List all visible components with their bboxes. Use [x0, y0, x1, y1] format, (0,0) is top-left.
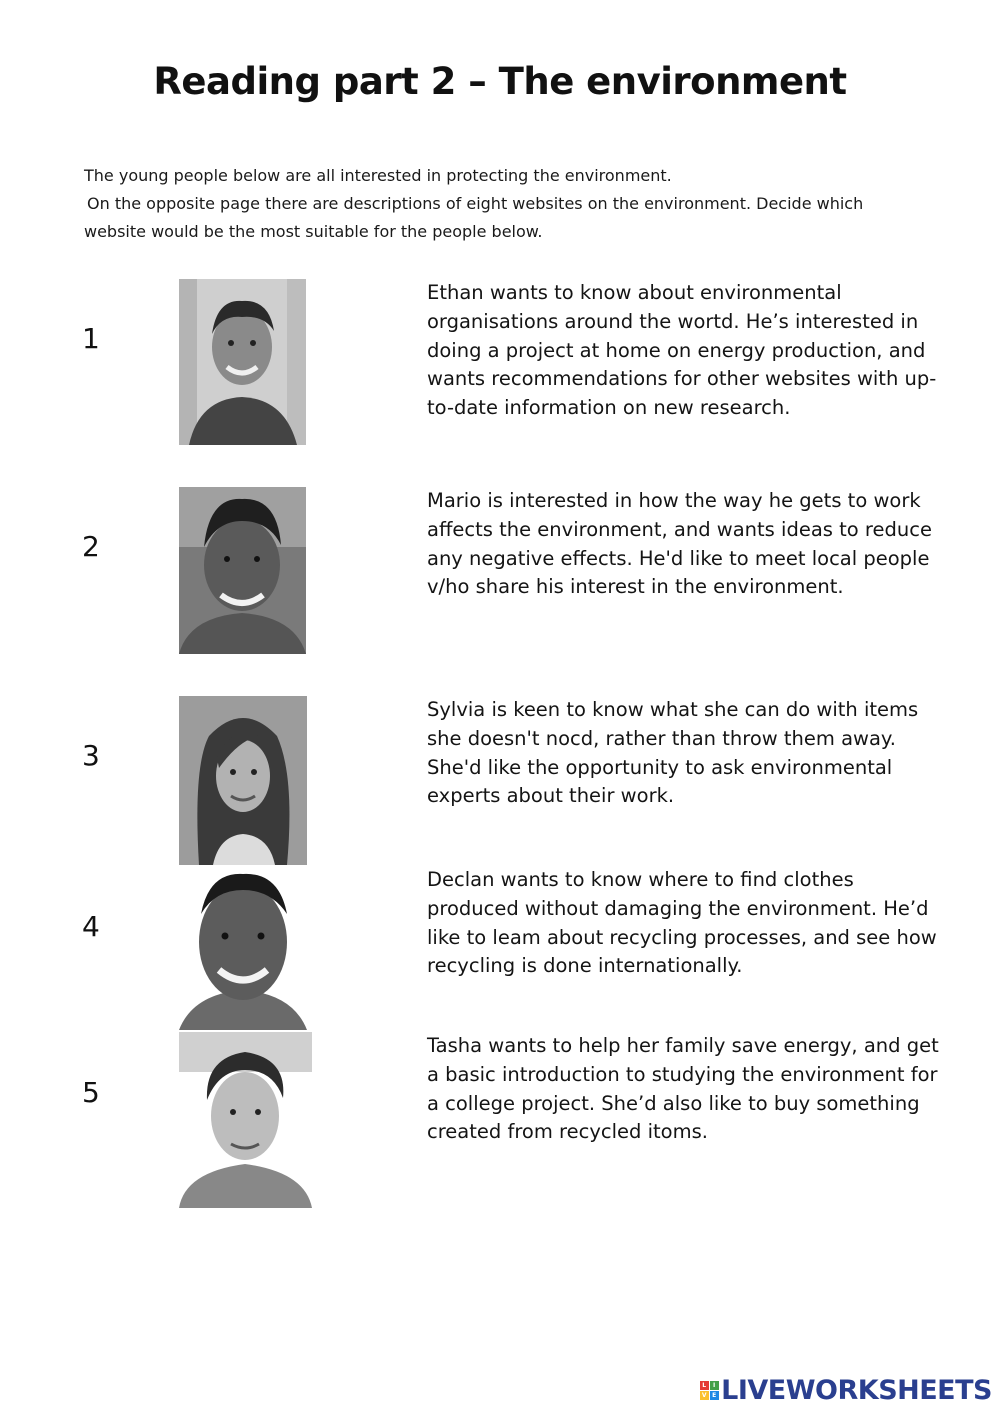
portrait-image — [179, 279, 306, 445]
person-number-5: 5 — [82, 1076, 100, 1109]
person-description-3: Sylvia is keen to know what she can do with items she doesn't nocd, rather than throw them away. She'd like the opportunity to ask environmental experts about their work. — [427, 698, 919, 808]
liveworksheets-logo — [699, 1373, 992, 1407]
portrait-image — [179, 487, 306, 654]
person-number-1: 1 — [82, 322, 100, 355]
person-description-1: Ethan wants to know about environmental organisations around the wortd. He’s interested in doing a project at home on energy production, and wants recommendations for other websites with up-to-date information on new research. — [427, 281, 937, 420]
instructions-line-1: The young people below are all interested in protecting the environment. — [84, 166, 672, 185]
logo-text: LIVEWORKSHEETS — [721, 1374, 992, 1406]
instructions-line-3: website would be the most suitable for the people below. — [84, 222, 543, 241]
instructions-line-2: On the opposite page there are descriptions of eight websites on the environment. Decide which — [87, 194, 864, 213]
portrait-image — [179, 868, 307, 1030]
portrait-image — [179, 696, 307, 865]
logo-mark-icon: L I V E — [699, 1380, 719, 1400]
instructions — [84, 162, 944, 246]
person-description-2: Mario is interested in how the way he gets to work affects the environment, and wants ideas to reduce any negative effects. He'd like to meet local people v/ho share his interest in the environment. — [427, 489, 932, 599]
portrait-image — [179, 1032, 312, 1208]
person-photo-sylvia — [179, 696, 307, 865]
person-description-4: Declan wants to know where to find clothes produced without damaging the environment. He’d like to leam about recycling processes, and see how recycling is done internationally. — [427, 868, 937, 978]
person-description-5: Tasha wants to help her family save energy, and get a basic introduction to studying the environment for a college project. She’d also like to buy something created from recycled itoms. — [427, 1034, 939, 1144]
person-number-4: 4 — [82, 910, 100, 943]
person-photo-declan — [179, 868, 307, 1030]
page-title: Reading part 2 – The environment — [153, 60, 847, 103]
person-photo-tasha — [179, 1032, 312, 1208]
person-photo-mario — [179, 487, 306, 654]
person-photo-ethan — [179, 279, 306, 445]
person-number-2: 2 — [82, 530, 100, 563]
person-number-3: 3 — [82, 739, 100, 772]
